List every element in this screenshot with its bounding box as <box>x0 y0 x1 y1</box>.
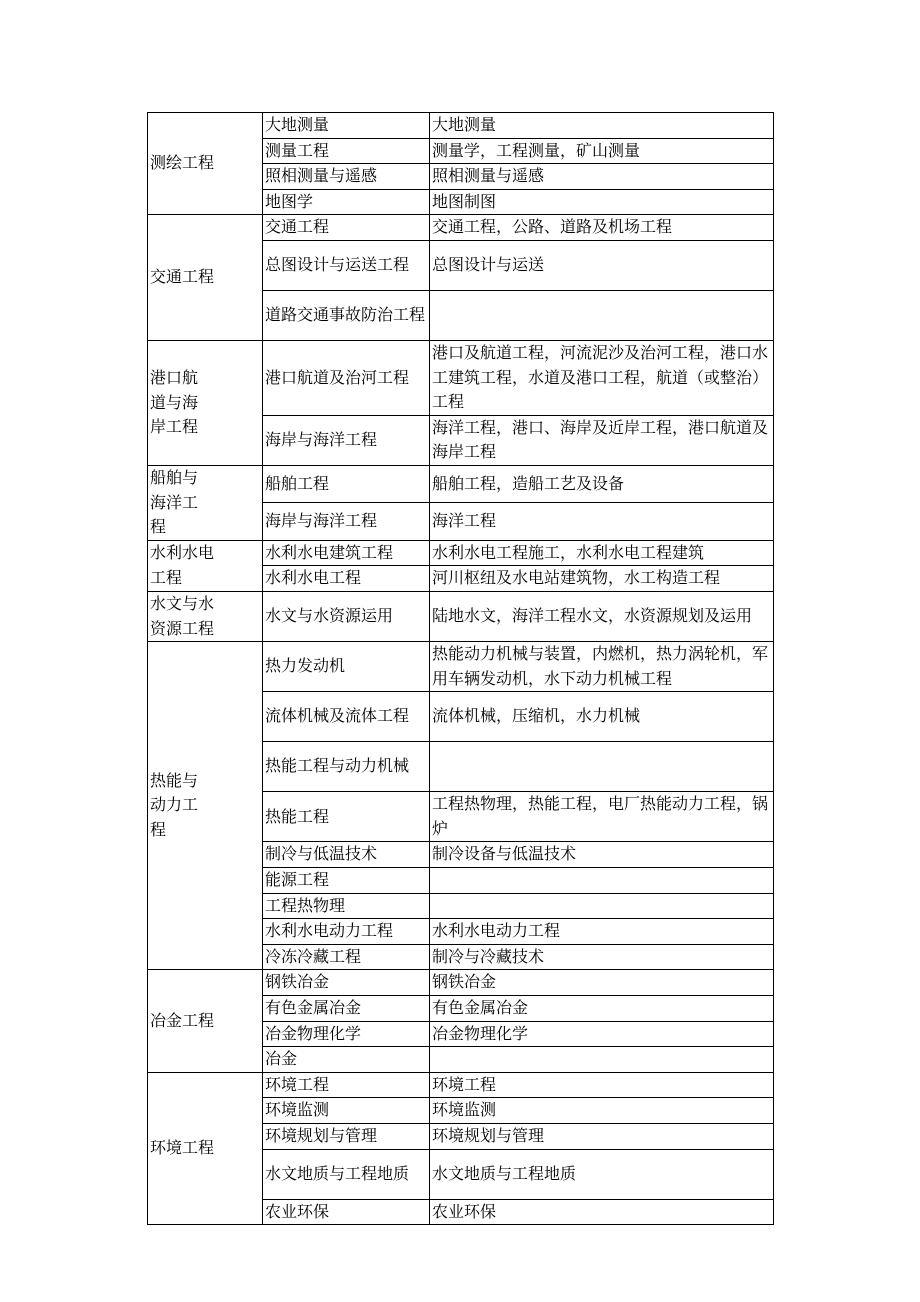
content-cell: 海洋工程，港口、海岸及近岸工程，港口航道及海岸工程 <box>430 415 774 465</box>
content-cell: 照相测量与遥感 <box>430 164 774 190</box>
category-label: 港口航道与海岸工程 <box>150 368 199 437</box>
category-cell <box>148 1072 263 1224</box>
content-cell: 大地测量 <box>430 113 774 139</box>
content-cell <box>430 742 774 792</box>
major-cell: 海岸与海洋工程 <box>263 503 430 540</box>
category-label: 热能与动力工程 <box>150 770 199 840</box>
content-cell: 港口及航道工程，河流泥沙及治河工程，港口水工建筑工程，水道及港口工程，航道（或整治）工程 <box>430 340 774 415</box>
content-cell: 环境规划与管理 <box>430 1124 774 1150</box>
major-cell: 制冷与低温技术 <box>263 842 430 868</box>
table-row <box>148 340 774 415</box>
content-cell: 陆地水文，海洋工程水文，水资源规划及运用 <box>430 591 774 641</box>
table-row <box>148 591 774 641</box>
content-cell: 钢铁冶金 <box>430 970 774 996</box>
category-label: 交通工程 <box>150 267 215 287</box>
category-cell <box>148 465 263 540</box>
content-cell: 热能动力机械与装置，内燃机，热力涡轮机，军用车辆发动机，水下动力机械工程 <box>430 642 774 692</box>
content-cell: 总图设计与运送 <box>430 240 774 290</box>
category-label: 水利水电工程 <box>150 543 215 587</box>
content-cell: 海洋工程 <box>430 503 774 540</box>
content-cell: 制冷设备与低温技术 <box>430 842 774 868</box>
category-cell <box>148 591 263 641</box>
table-row <box>148 970 774 996</box>
content-cell <box>430 290 774 340</box>
table-row <box>148 642 774 692</box>
major-cell: 冶金 <box>263 1047 430 1073</box>
major-cell: 总图设计与运送工程 <box>263 240 430 290</box>
category-cell <box>148 340 263 465</box>
major-cell: 地图学 <box>263 189 430 215</box>
major-cell: 有色金属冶金 <box>263 996 430 1022</box>
table-row <box>148 1072 774 1098</box>
content-cell: 水利水电工程施工，水利水电工程建筑 <box>430 540 774 566</box>
major-cell: 船舶工程 <box>263 465 430 502</box>
content-cell: 水文地质与工程地质 <box>430 1149 774 1199</box>
major-cell: 水利水电工程 <box>263 566 430 592</box>
content-cell: 水利水电动力工程 <box>430 919 774 945</box>
major-cell: 港口航道及治河工程 <box>263 340 430 415</box>
major-cell: 交通工程 <box>263 215 430 241</box>
major-cell: 环境监测 <box>263 1098 430 1124</box>
major-cell: 能源工程 <box>263 868 430 894</box>
category-cell <box>148 113 263 215</box>
major-cell: 环境工程 <box>263 1072 430 1098</box>
major-cell: 道路交通事故防治工程 <box>263 290 430 340</box>
category-label: 冶金工程 <box>150 1010 215 1030</box>
content-cell: 流体机械，压缩机，水力机械 <box>430 692 774 742</box>
content-cell: 船舶工程，造船工艺及设备 <box>430 465 774 502</box>
major-cell: 水利水电建筑工程 <box>263 540 430 566</box>
table-row <box>148 465 774 502</box>
major-cell: 冶金物理化学 <box>263 1021 430 1047</box>
major-cell: 热能工程 <box>263 792 430 842</box>
category-cell <box>148 970 263 1072</box>
content-cell: 地图制图 <box>430 189 774 215</box>
major-cell: 热力发动机 <box>263 642 430 692</box>
category-cell <box>148 540 263 591</box>
content-cell <box>430 868 774 894</box>
content-cell <box>430 1047 774 1073</box>
major-cell: 热能工程与动力机械 <box>263 742 430 792</box>
content-cell: 测量学，工程测量，矿山测量 <box>430 138 774 164</box>
table-row <box>148 215 774 241</box>
major-cell: 冷冻冷藏工程 <box>263 944 430 970</box>
content-cell: 农业环保 <box>430 1199 774 1225</box>
content-cell: 交通工程，公路、道路及机场工程 <box>430 215 774 241</box>
major-cell: 大地测量 <box>263 113 430 139</box>
content-cell: 环境工程 <box>430 1072 774 1098</box>
major-cell: 农业环保 <box>263 1199 430 1225</box>
table-row <box>148 113 774 139</box>
category-label: 船舶与海洋工程 <box>150 467 199 537</box>
category-cell <box>148 642 263 970</box>
content-cell: 制冷与冷藏技术 <box>430 944 774 970</box>
content-cell <box>430 893 774 919</box>
major-cell: 钢铁冶金 <box>263 970 430 996</box>
major-cell: 海岸与海洋工程 <box>263 415 430 465</box>
content-cell: 河川枢纽及水电站建筑物，水工构造工程 <box>430 566 774 592</box>
category-label: 测绘工程 <box>150 153 215 173</box>
major-cell: 环境规划与管理 <box>263 1124 430 1150</box>
major-cell: 照相测量与遥感 <box>263 164 430 190</box>
majors-table-body <box>148 113 774 1225</box>
content-cell: 有色金属冶金 <box>430 996 774 1022</box>
major-cell: 水利水电动力工程 <box>263 919 430 945</box>
category-label: 环境工程 <box>150 1138 215 1158</box>
content-cell: 环境监测 <box>430 1098 774 1124</box>
table-row <box>148 540 774 566</box>
major-cell: 工程热物理 <box>263 893 430 919</box>
category-cell <box>148 215 263 341</box>
major-cell: 水文地质与工程地质 <box>263 1149 430 1199</box>
major-cell: 测量工程 <box>263 138 430 164</box>
content-cell: 工程热物理，热能工程，电厂热能动力工程，锅炉 <box>430 792 774 842</box>
majors-table <box>147 112 774 1225</box>
major-cell: 流体机械及流体工程 <box>263 692 430 742</box>
content-cell: 冶金物理化学 <box>430 1021 774 1047</box>
category-label: 水文与水资源工程 <box>150 593 215 638</box>
major-cell: 水文与水资源运用 <box>263 591 430 641</box>
